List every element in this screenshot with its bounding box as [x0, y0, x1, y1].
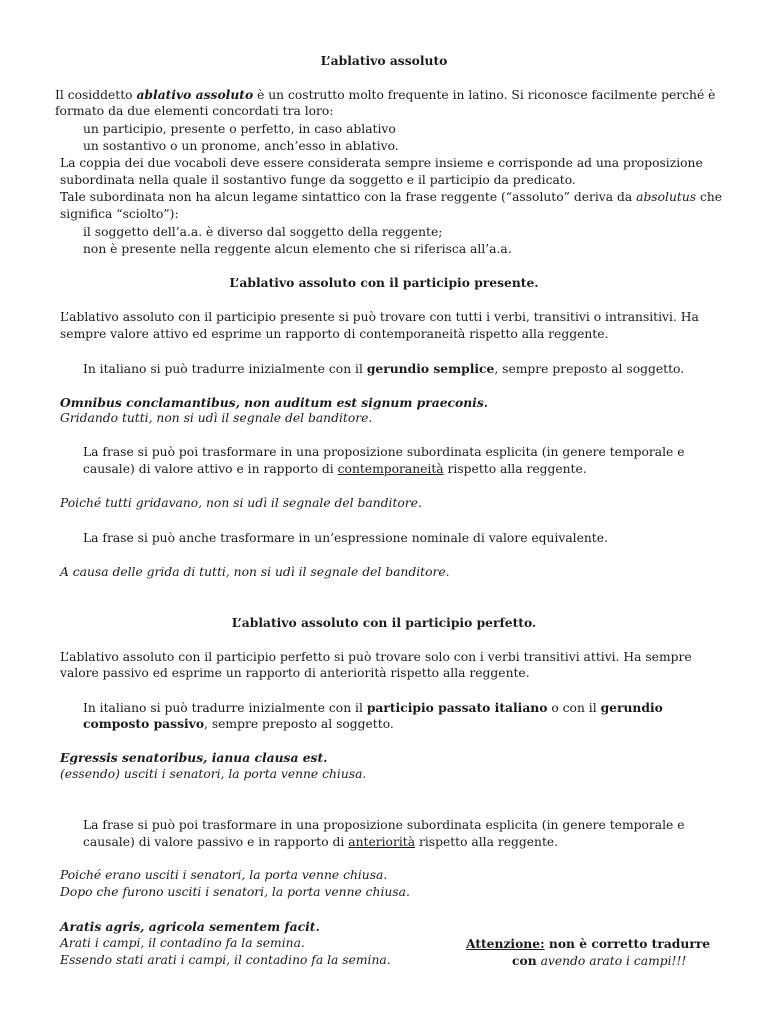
section-title-present: L’ablativo assoluto con il participio presente.	[229, 275, 539, 290]
present-text: causale) di valore attivo e in rapporto di	[83, 462, 338, 476]
italian-example: (essendo) usciti i senatori, la porta venne chiusa.	[60, 767, 367, 781]
italian-example: Poiché tutti gridavano, non si udì il segnale del banditore.	[60, 496, 422, 510]
perfect-term: anteriorità	[348, 835, 416, 849]
perfect-para-line-1: L’ablativo assoluto con il participio perfetto si può trovare solo con i verbi transitivi attivi. Ha sempre	[60, 650, 692, 664]
intro-line-6: significa “sciolto”):	[60, 207, 179, 221]
perfect-term: gerundio	[600, 700, 663, 715]
intro-item-2: un sostantivo o un pronome, anch’esso in ablativo.	[83, 139, 399, 153]
intro-item-3: il soggetto dell’a.a. è diverso dal soggetto della reggente;	[83, 225, 443, 239]
latin-example: Egressis senatoribus, ianua clausa est.	[60, 750, 328, 765]
perfect-para-line-2: valore passivo ed esprime un rapporto di anteriorità rispetto alla reggente.	[60, 666, 530, 680]
present-text: rispetto alla reggente.	[443, 462, 587, 476]
present-translation-2-line-2	[83, 461, 587, 478]
intro-text: Tale subordinata non ha alcun legame sintattico con la frase reggente (“assoluto” deriva da	[60, 190, 637, 204]
perfect-translation-1-line-2	[83, 715, 394, 733]
present-text: , sempre preposto al soggetto.	[494, 362, 685, 376]
present-term: gerundio semplice	[366, 361, 495, 376]
perfect-translation-2-line-2	[83, 834, 558, 851]
intro-item-1: un participio, presente o perfetto, in caso ablativo	[83, 122, 396, 136]
italian-example: Arati i campi, il contadino fa la semina.	[60, 936, 305, 950]
present-example-3	[60, 564, 450, 581]
perfect-term: composto passivo	[83, 716, 205, 731]
page-title: L’ablativo assoluto	[320, 53, 448, 68]
italian-example: A causa delle grida di tutti, non si udì il segnale del banditore.	[60, 565, 450, 579]
italian-example: Essendo stati arati i campi, il contadino fa la semina.	[60, 953, 391, 967]
italian-example: Poiché erano usciti i senatori, la porta venne chiusa.	[60, 868, 388, 882]
perfect-example-2-line-2	[60, 884, 410, 901]
intro-text: Il cosiddetto	[55, 88, 137, 102]
italian-example: Gridando tutti, non si udì il segnale del banditore.	[60, 411, 373, 425]
intro-term: absolutus	[636, 190, 697, 204]
perfect-text: rispetto alla reggente.	[415, 835, 559, 849]
present-example-2	[60, 495, 422, 512]
present-translation-1	[83, 360, 684, 378]
section-title-perfect: L’ablativo assoluto con il participio perfetto.	[231, 615, 537, 630]
intro-line-4: subordinata nella quale il sostantivo funge da soggetto e il participio da predicato.	[60, 173, 576, 187]
present-example-italian	[60, 410, 372, 427]
intro-term: ablativo assoluto	[136, 87, 254, 102]
perfect-example-2-line-1	[60, 867, 387, 884]
italian-example: Dopo che furono usciti i senatori, la porta venne chiusa.	[60, 885, 410, 899]
perfect-example-3-line-2	[60, 952, 391, 969]
intro-text: è un costrutto molto frequente in latino. Si riconosce facilmente perché è	[253, 88, 716, 102]
attention-note-line-2	[512, 952, 686, 970]
intro-line-3: La coppia dei due vocaboli deve essere considerata sempre insieme e corrisponde ad una proposizione	[60, 156, 703, 170]
present-text: In italiano si può tradurre inizialmente con il	[83, 362, 367, 376]
intro-line-1	[55, 86, 715, 104]
perfect-example-3-latin	[60, 918, 320, 936]
present-para-line-1: L’ablativo assoluto con il participio presente si può trovare con tutti i verbi, transitivi o intransitivi. Ha	[60, 310, 699, 324]
present-translation-2-line-1: La frase si può poi trasformare in una proposizione subordinata esplicita (in genere temporale e	[83, 445, 685, 459]
perfect-text: causale) di valore passivo e in rapporto di	[83, 835, 349, 849]
attention-label: Attenzione:	[466, 936, 545, 951]
perfect-text: , sempre preposto al soggetto.	[204, 717, 394, 731]
present-translation-3: La frase si può anche trasformare in un’espressione nominale di valore equivalente.	[83, 531, 608, 545]
perfect-example-latin	[60, 749, 327, 767]
perfect-text: In italiano si può tradurre inizialmente con il	[83, 701, 367, 715]
latin-example: Aratis agris, agricola sementem facit.	[60, 919, 320, 934]
perfect-example-italian	[60, 766, 366, 783]
perfect-text: o con il	[547, 701, 601, 715]
intro-text: che	[696, 190, 723, 204]
attention-text: con	[512, 953, 537, 968]
attention-text: non è corretto tradurre	[544, 936, 711, 951]
attention-note-line-1	[466, 935, 710, 953]
intro-line-2: formato da due elementi concordati tra loro:	[55, 104, 334, 118]
latin-example: Omnibus conclamantibus, non auditum est signum praeconis.	[60, 395, 489, 410]
perfect-example-3-line-1	[60, 935, 305, 952]
perfect-translation-2-line-1: La frase si può poi trasformare in una proposizione subordinata esplicita (in genere temporale e	[83, 818, 685, 832]
intro-line-5	[60, 189, 722, 206]
attention-example: avendo arato i campi!!!	[540, 954, 687, 968]
present-para-line-2: sempre valore attivo ed esprime un rapporto di contemporaneità rispetto alla reggente.	[60, 327, 609, 341]
intro-item-4: non è presente nella reggente alcun elemento che si riferisca all’a.a.	[83, 242, 512, 256]
perfect-term: participio passato italiano	[366, 700, 548, 715]
present-term: contemporaneità	[337, 462, 444, 476]
